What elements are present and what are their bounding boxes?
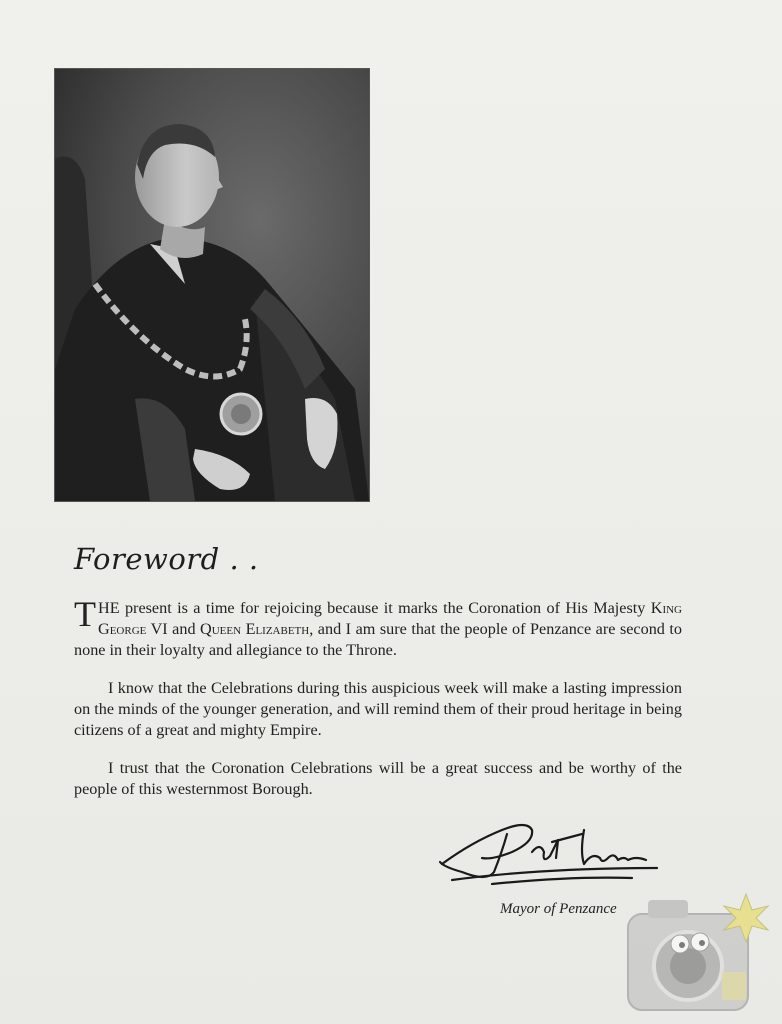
paragraph-1-text-b: and <box>167 620 201 638</box>
king-name: King George VI <box>98 599 682 638</box>
paragraph-3: I trust that the Coronation Celebrations will be a great success and be worthy of the people of this westernmost Borough. <box>74 759 682 798</box>
foreword-text <box>74 594 682 817</box>
mayor-signature <box>432 812 664 896</box>
page-title: Foreword . . <box>74 542 259 576</box>
paragraph-2: I know that the Celebrations during this auspicious week will make a lasting impression on the minds of the younger generation, and will remind them of their proud heritage in being citizens of a great and mighty Empire. <box>74 679 682 739</box>
paragraph-1-text-a: HE present is a time for rejoicing because it marks the Coronation of His Majesty <box>98 599 651 617</box>
queen-name: Queen Elizabeth <box>200 620 310 638</box>
mayor-portrait-photo <box>54 68 370 502</box>
paragraph-1-text-c: , and I am sure that the people of Penzance are second to none in their loyalty and allegiance to the Throne. <box>74 620 682 659</box>
paragraph-1 <box>74 594 682 661</box>
camera-mascot-watermark-icon <box>618 886 778 1020</box>
signatory-title: Mayor of Penzance <box>500 901 617 917</box>
drop-cap: T <box>74 594 96 634</box>
